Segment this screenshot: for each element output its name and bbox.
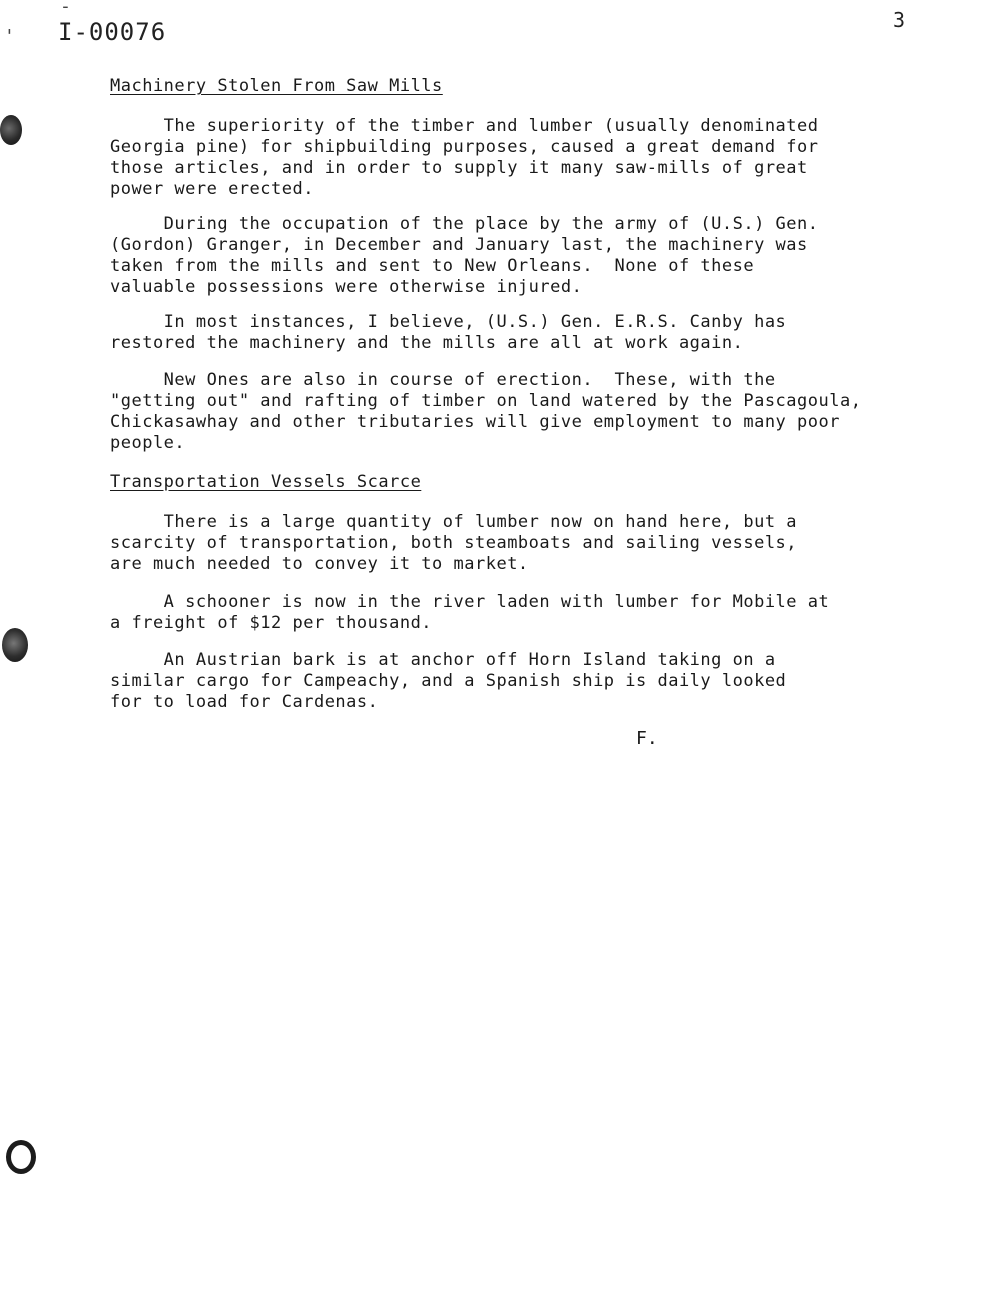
paragraph bbox=[110, 650, 786, 713]
paragraph-line: restored the machinery and the mills are all at work again. bbox=[110, 333, 744, 353]
paragraph-line: for to load for Cardenas. bbox=[110, 692, 379, 712]
paragraph-line: Georgia pine) for shipbuilding purposes, caused a great demand for bbox=[110, 137, 819, 157]
punch-hole-icon bbox=[2, 628, 28, 662]
page-number: 3 bbox=[893, 8, 906, 32]
signature-initial: F. bbox=[636, 728, 658, 749]
paragraph-line: (Gordon) Granger, in December and January last, the machinery was bbox=[110, 235, 808, 255]
paragraph-line: In most instances, I believe, (U.S.) Gen. E.R.S. Canby has bbox=[110, 312, 787, 332]
paragraph bbox=[110, 214, 819, 298]
paragraph bbox=[110, 592, 829, 634]
paragraph-line: taken from the mills and sent to New Orleans. None of these bbox=[110, 256, 755, 276]
paragraph bbox=[110, 312, 786, 354]
paragraph-line: are much needed to convey it to market. bbox=[110, 554, 529, 574]
paragraph-line: scarcity of transportation, both steamboats and sailing vessels, bbox=[110, 533, 798, 553]
paragraph-line: a freight of $12 per thousand. bbox=[110, 613, 433, 633]
paragraph-line: An Austrian bark is at anchor off Horn Island taking on a bbox=[110, 650, 776, 670]
paragraph-line: valuable possessions were otherwise injured. bbox=[110, 277, 583, 297]
paragraph-line: "getting out" and rafting of timber on land watered by the Pascagoula, bbox=[110, 391, 862, 411]
paragraph-line: The superiority of the timber and lumber (usually denominated bbox=[110, 116, 819, 136]
paragraph-line: similar cargo for Campeachy, and a Spanish ship is daily looked bbox=[110, 671, 787, 691]
paragraph bbox=[110, 512, 797, 575]
punch-hole-icon bbox=[0, 115, 22, 145]
paragraph-line: New Ones are also in course of erection. These, with the bbox=[110, 370, 776, 390]
section-heading: Machinery Stolen From Saw Mills bbox=[110, 76, 443, 96]
stray-mark: ' bbox=[4, 26, 15, 47]
document-id: I-00076 bbox=[58, 18, 167, 46]
paragraph bbox=[110, 370, 861, 454]
paragraph-line: Chickasawhay and other tributaries will give employment to many poor bbox=[110, 412, 840, 432]
paragraph-line: There is a large quantity of lumber now on hand here, but a bbox=[110, 512, 798, 532]
paragraph-line: people. bbox=[110, 433, 186, 453]
stray-mark: - bbox=[60, 0, 71, 17]
section-heading: Transportation Vessels Scarce bbox=[110, 472, 422, 492]
paragraph-line: those articles, and in order to supply it many saw-mills of great bbox=[110, 158, 808, 178]
paragraph-line: A schooner is now in the river laden with lumber for Mobile at bbox=[110, 592, 830, 612]
paragraph-line: During the occupation of the place by the army of (U.S.) Gen. bbox=[110, 214, 819, 234]
punch-hole-icon bbox=[6, 1140, 36, 1174]
paragraph-line: power were erected. bbox=[110, 179, 314, 199]
paragraph bbox=[110, 116, 819, 200]
